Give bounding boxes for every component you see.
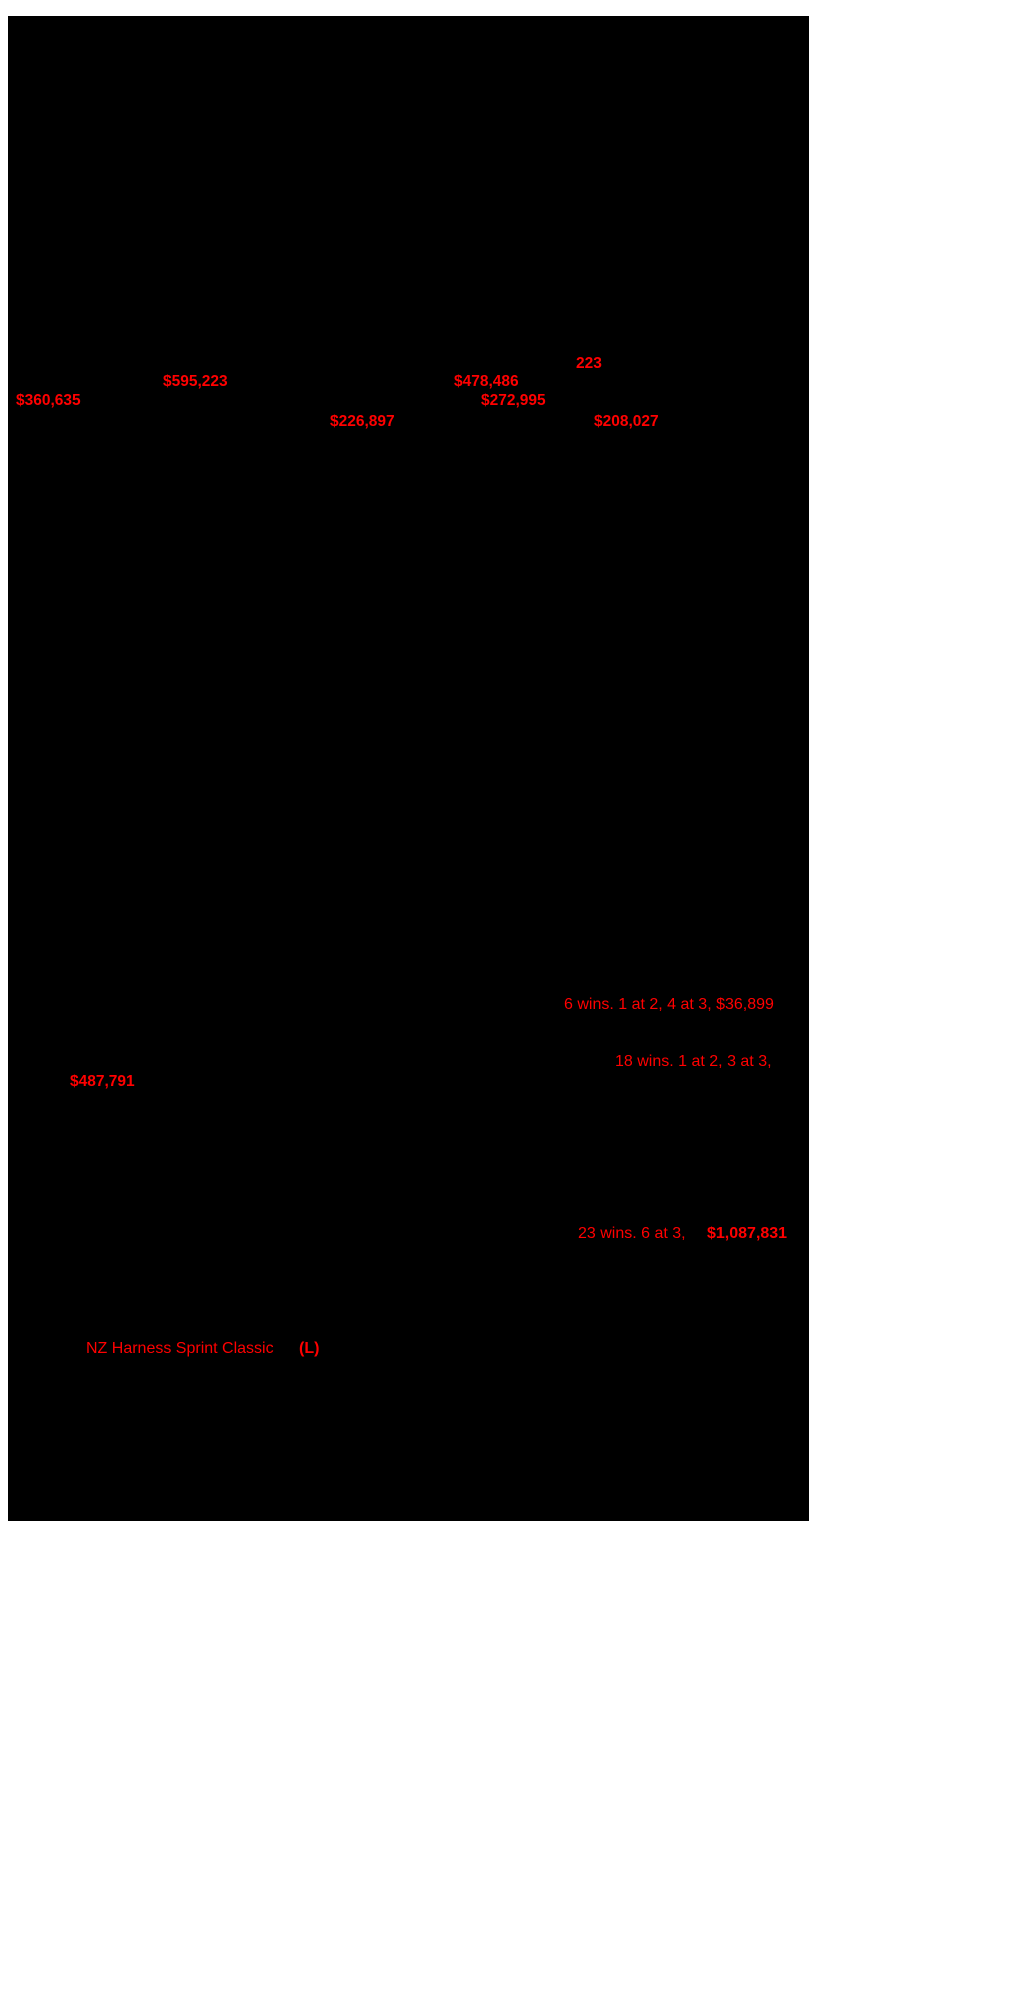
earnings-360635: $360,635	[16, 392, 81, 409]
earnings-223: 223	[576, 355, 602, 372]
record-6-wins: 6 wins. 1 at 2, 4 at 3, $36,899	[564, 996, 774, 1013]
earnings-226897: $226,897	[330, 413, 395, 430]
race-grade-l: (L)	[299, 1340, 320, 1357]
document-page	[8, 16, 809, 1521]
earnings-1087831: $1,087,831	[707, 1225, 788, 1242]
earnings-478486: $478,486	[454, 373, 519, 390]
record-18-wins: 18 wins. 1 at 2, 3 at 3,	[615, 1053, 772, 1070]
record-23-wins: 23 wins. 6 at 3,	[578, 1225, 686, 1242]
race-nz-sprint: NZ Harness Sprint Classic	[86, 1340, 274, 1357]
earnings-208027: $208,027	[594, 413, 659, 430]
earnings-595223: $595,223	[163, 373, 228, 390]
earnings-272995: $272,995	[481, 392, 546, 409]
earnings-487791: $487,791	[70, 1073, 135, 1090]
